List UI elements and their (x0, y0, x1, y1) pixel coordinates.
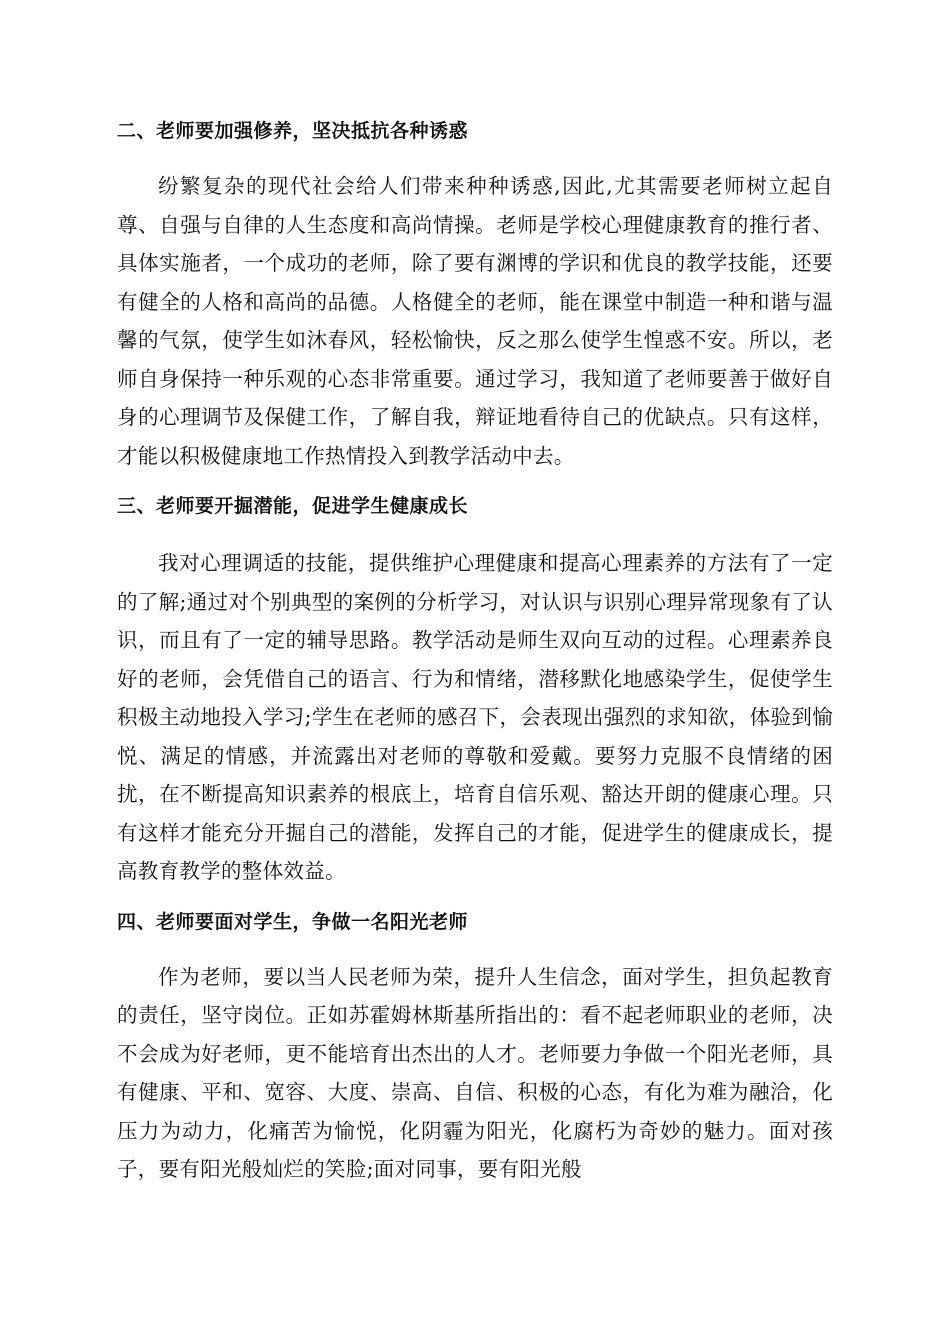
section-heading-2: 二、老师要加强修养，坚决抵抗各种诱惑 (117, 120, 469, 142)
section-heading-3: 三、老师要开掘潜能，促进学生健康成长 (117, 495, 469, 517)
document-page (117, 100, 833, 1189)
section-paragraph-2: 纷繁复杂的现代社会给人们带来种种诱惑,因此,尤其需要老师树立起自尊、自强与自律的人生态度和高尚情操。老师是学校心理健康教育的推行者、具体实施者，一个成功的老师，除了要有渊博的学识和优良的教学技能，还要有健全的人格和高尚的品德。人格健全的老师，能在课堂中制造一种和谐与温馨的气氛，使学生如沐春风，轻松愉快，反之那么使学生惶惑不安。所以，老师自身保持一种乐观的心态非常重要。通过学习，我知道了老师要善于做好自身的心理调节及保健工作，了解自我，辩证地看待自己的优缺点。只有这样，才能以积极健康地工作热情投入到教学活动中去。 (117, 174, 833, 468)
section-paragraph-4: 作为老师，要以当人民老师为荣，提升人生信念，面对学生，担负起教育的责任，坚守岗位。正如苏霍姆林斯基所指出的：看不起老师职业的老师，决不会成为好老师，更不能培育出杰出的人才。老师要力争做一个阳光老师，具有健康、平和、宽容、大度、崇高、自信、积极的心态，有化为难为融洽，化压力为动力，化痛苦为愉悦，化阴霾为阳光，化腐朽为奇妙的魅力。面对孩子，要有阳光般灿烂的笑脸;面对同事，要有阳光般 (117, 964, 833, 1181)
section-paragraph-3: 我对心理调适的技能，提供维护心理健康和提高心理素养的方法有了一定的了解;通过对个别典型的案例的分析学习，对认识与识别心理异常现象有了认识，而且有了一定的辅导思路。教学活动是师生双向互动的过程。心理素养良好的老师，会凭借自己的语言、行为和情绪，潜移默化地感染学生，促使学生积极主动地投入学习;学生在老师的感召下，会表现出强烈的求知欲，体验到愉悦、满足的情感，并流露出对老师的尊敬和爱戴。要努力克服不良情绪的困扰，在不断提高知识素养的根底上，培育自信乐观、豁达开朗的健康心理。只有这样才能充分开掘自己的潜能，发挥自己的才能，促进学生的健康成长，提高教育教学的整体效益。 (117, 551, 833, 883)
section-heading-4: 四、老师要面对学生，争做一名阳光老师 (117, 910, 469, 933)
